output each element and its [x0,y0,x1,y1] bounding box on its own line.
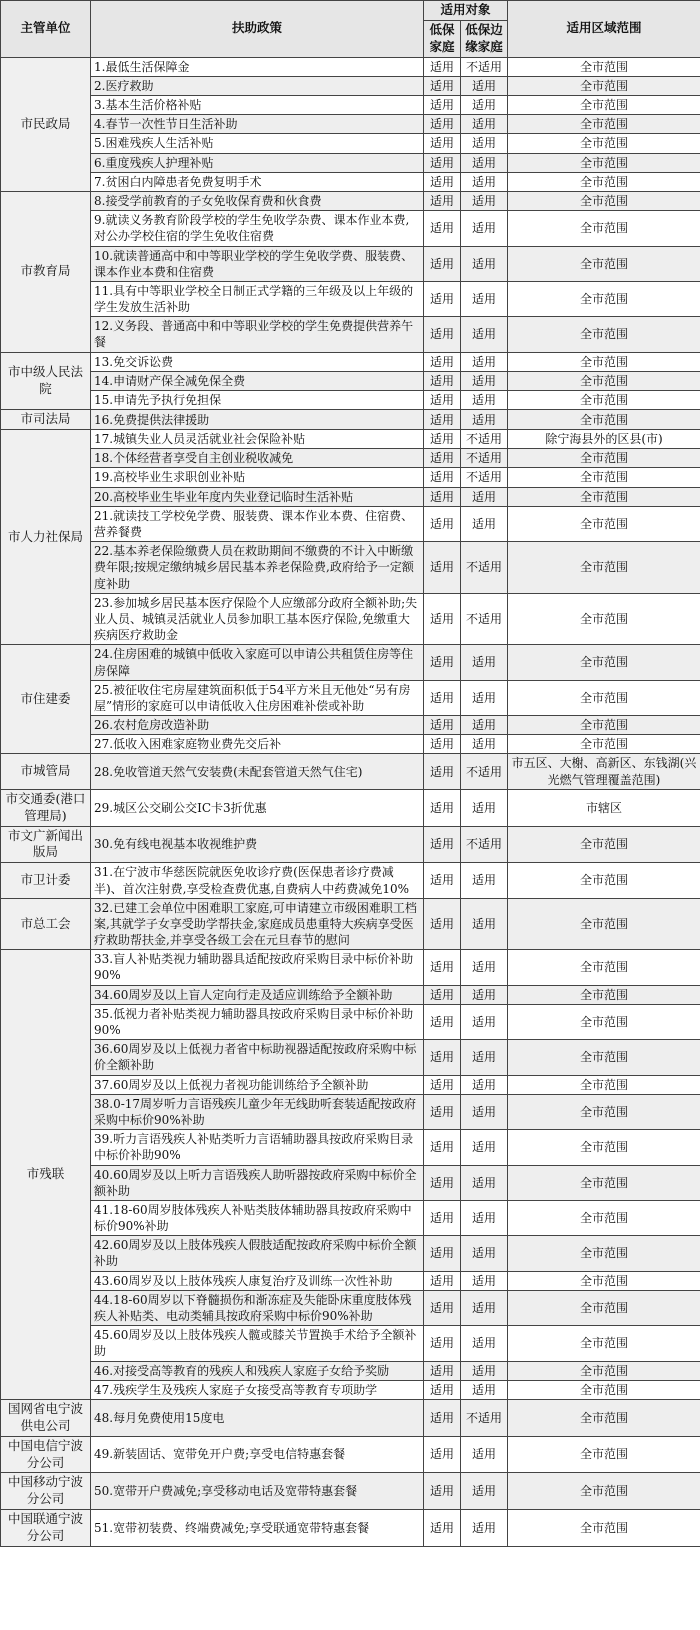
dibao-cell: 适用 [424,826,461,863]
area-cell: 全市范围 [508,1165,700,1200]
table-row [1,371,700,390]
dibaobian-cell: 适用 [461,1271,508,1290]
area-cell: 全市范围 [508,1510,700,1547]
dibaobian-cell: 适用 [461,1094,508,1129]
dibaobian-cell: 适用 [461,317,508,352]
dibao-cell: 适用 [424,246,461,281]
dibao-cell: 适用 [424,645,461,680]
dibaobian-cell: 适用 [461,211,508,246]
policy-cell: 31.在宁波市华慈医院就医免收诊疗费(医保患者诊疗费减半)、首次注射费,享受检查费优惠,自费病人中药费减免10% [91,863,424,898]
table-row [1,950,700,985]
table-row [1,134,700,153]
area-cell: 全市范围 [508,680,700,715]
table-row [1,352,700,371]
area-cell: 全市范围 [508,449,700,468]
area-cell: 全市范围 [508,352,700,371]
dibaobian-cell: 不适用 [461,430,508,449]
policy-cell: 6.重度残疾人护理补贴 [91,153,424,172]
dibao-cell: 适用 [424,391,461,410]
policy-cell: 29.城区公交刷公交IC卡3折优惠 [91,789,424,826]
policy-cell: 38.0-17周岁听力言语残疾儿童少年无线助听套装适配按政府采购中标价90%补助 [91,1094,424,1129]
table-row [1,449,700,468]
area-cell: 市五区、大榭、高新区、东钱湖(兴光燃气管理覆盖范围) [508,754,700,789]
dibaobian-cell: 适用 [461,1361,508,1380]
dibao-cell: 适用 [424,134,461,153]
area-cell: 全市范围 [508,1094,700,1129]
dibaobian-cell: 不适用 [461,826,508,863]
dibaobian-cell: 适用 [461,789,508,826]
table-row [1,468,700,487]
dibao-cell: 适用 [424,191,461,210]
area-cell: 全市范围 [508,1290,700,1325]
area-cell: 全市范围 [508,735,700,754]
area-cell: 全市范围 [508,172,700,191]
area-cell: 全市范围 [508,391,700,410]
dibaobian-cell: 适用 [461,863,508,898]
dibao-cell: 适用 [424,1094,461,1129]
org-cell: 市司法局 [1,410,91,430]
area-cell: 全市范围 [508,246,700,281]
org-cell: 市民政局 [1,57,91,191]
area-cell: 除宁海县外的区县(市) [508,430,700,449]
dibao-cell: 适用 [424,1473,461,1510]
dibao-cell: 适用 [424,950,461,985]
policy-cell: 21.就读技工学校免学费、服装费、课本作业本费、住宿费、营养餐费 [91,506,424,541]
dibao-cell: 适用 [424,1399,461,1436]
table-row [1,1473,700,1510]
table-row [1,506,700,541]
dibaobian-cell: 不适用 [461,449,508,468]
area-cell: 全市范围 [508,57,700,76]
dibao-cell: 适用 [424,716,461,735]
org-cell: 国网省电宁波供电公司 [1,1399,91,1436]
header-policy: 扶助政策 [91,1,424,58]
dibaobian-cell: 适用 [461,506,508,541]
dibao-cell: 适用 [424,1380,461,1399]
area-cell: 全市范围 [508,863,700,898]
area-cell: 全市范围 [508,487,700,506]
area-cell: 全市范围 [508,716,700,735]
dibao-cell: 适用 [424,735,461,754]
area-cell: 全市范围 [508,593,700,645]
table-row [1,191,700,210]
area-cell: 全市范围 [508,317,700,352]
policy-cell: 2.医疗救助 [91,76,424,95]
policy-cell: 39.听力言语残疾人补贴类听力言语辅助器具按政府采购目录中标价补助90% [91,1130,424,1165]
dibao-cell: 适用 [424,863,461,898]
table-row [1,317,700,352]
table-body [1,57,700,1546]
table-row [1,826,700,863]
table-row [1,172,700,191]
policy-cell: 35.低视力者补贴类视力辅助器具按政府采购目录中标价补助90% [91,1004,424,1039]
dibao-cell: 适用 [424,115,461,134]
table-row [1,863,700,898]
area-cell: 全市范围 [508,898,700,950]
policy-cell: 34.60周岁及以上盲人定向行走及适应训练给予全额补助 [91,985,424,1004]
area-cell: 全市范围 [508,410,700,430]
area-cell: 全市范围 [508,1130,700,1165]
org-cell: 市城管局 [1,754,91,789]
policy-cell: 45.60周岁及以上肢体残疾人髋或膝关节置换手术给予全额补助 [91,1326,424,1361]
area-cell: 全市范围 [508,506,700,541]
dibao-cell: 适用 [424,76,461,95]
dibaobian-cell: 适用 [461,115,508,134]
dibao-cell: 适用 [424,542,461,594]
area-cell: 全市范围 [508,1326,700,1361]
table-row [1,430,700,449]
dibaobian-cell: 适用 [461,716,508,735]
area-cell: 全市范围 [508,645,700,680]
dibao-cell: 适用 [424,1271,461,1290]
table-row [1,754,700,789]
area-cell: 全市范围 [508,76,700,95]
policy-cell: 9.就读义务教育阶段学校的学生免收学杂费、课本作业本费,对公办学校住宿的学生免收住宿费 [91,211,424,246]
policy-cell: 22.基本养老保险缴费人员在救助期间不缴费的不计入中断缴费年限;按规定缴纳城乡居民基本养老保险费,政府给予一定额度补助 [91,542,424,594]
table-row [1,96,700,115]
area-cell: 全市范围 [508,115,700,134]
policy-cell: 48.每月免费使用15度电 [91,1399,424,1436]
dibaobian-cell: 适用 [461,352,508,371]
dibaobian-cell: 适用 [461,898,508,950]
policy-cell: 47.残疾学生及残疾人家庭子女接受高等教育专项助学 [91,1380,424,1399]
policy-cell: 4.春节一次性节日生活补助 [91,115,424,134]
policy-cell: 24.住房困难的城镇中低收入家庭可以申请公共租赁住房等住房保障 [91,645,424,680]
table-row [1,1004,700,1039]
dibaobian-cell: 适用 [461,134,508,153]
area-cell: 全市范围 [508,950,700,985]
dibao-cell: 适用 [424,430,461,449]
dibao-cell: 适用 [424,153,461,172]
policy-cell: 41.18-60周岁肢体残疾人补贴类肢体辅助器具按政府采购中标价90%补助 [91,1200,424,1235]
dibao-cell: 适用 [424,1040,461,1075]
header-org: 主管单位 [1,1,91,58]
dibao-cell: 适用 [424,1165,461,1200]
policy-cell: 36.60周岁及以上低视力者省中标助视器适配按政府采购中标价全额补助 [91,1040,424,1075]
org-cell: 市住建委 [1,645,91,754]
dibao-cell: 适用 [424,1130,461,1165]
table-row [1,1075,700,1094]
area-cell: 全市范围 [508,96,700,115]
table-row [1,391,700,410]
org-cell: 中国联通宁波分公司 [1,1510,91,1547]
table-row [1,246,700,281]
table-row [1,1200,700,1235]
dibaobian-cell: 适用 [461,96,508,115]
area-cell: 全市范围 [508,134,700,153]
policy-cell: 51.宽带初装费、终端费减免;享受联通宽带特惠套餐 [91,1510,424,1547]
dibao-cell: 适用 [424,281,461,316]
dibaobian-cell: 适用 [461,391,508,410]
policy-cell: 28.免收管道天然气安装费(未配套管道天然气住宅) [91,754,424,789]
header-area: 适用区域范围 [508,1,700,58]
area-cell: 全市范围 [508,1436,700,1473]
dibaobian-cell: 适用 [461,1075,508,1094]
dibaobian-cell: 适用 [461,1326,508,1361]
table-row [1,1436,700,1473]
policy-cell: 18.个体经营者享受自主创业税收减免 [91,449,424,468]
area-cell: 全市范围 [508,191,700,210]
dibaobian-cell: 适用 [461,191,508,210]
dibao-cell: 适用 [424,57,461,76]
area-cell: 全市范围 [508,1271,700,1290]
dibao-cell: 适用 [424,1236,461,1271]
table-header [1,1,700,58]
dibao-cell: 适用 [424,211,461,246]
table-row [1,645,700,680]
policy-cell: 43.60周岁及以上肢体残疾人康复治疗及训练一次性补助 [91,1271,424,1290]
org-cell: 市人力社保局 [1,430,91,645]
policy-cell: 10.就读普通高中和中等职业学校的学生免收学费、服装费、课本作业本费和住宿费 [91,246,424,281]
table-row [1,898,700,950]
dibaobian-cell: 不适用 [461,1399,508,1436]
table-row [1,1326,700,1361]
policy-cell: 27.低收入困难家庭物业费先交后补 [91,735,424,754]
area-cell: 市辖区 [508,789,700,826]
org-cell: 市总工会 [1,898,91,950]
table-row [1,1399,700,1436]
org-cell: 中国电信宁波分公司 [1,1436,91,1473]
area-cell: 全市范围 [508,153,700,172]
table-row [1,281,700,316]
policy-cell: 14.申请财产保全减免保全费 [91,371,424,390]
org-cell: 市中级人民法院 [1,352,91,410]
dibaobian-cell: 适用 [461,1130,508,1165]
area-cell: 全市范围 [508,1200,700,1235]
dibao-cell: 适用 [424,985,461,1004]
dibao-cell: 适用 [424,506,461,541]
dibao-cell: 适用 [424,1004,461,1039]
dibao-cell: 适用 [424,593,461,645]
table-row [1,789,700,826]
dibao-cell: 适用 [424,789,461,826]
table-row [1,211,700,246]
table-row [1,735,700,754]
dibaobian-cell: 适用 [461,172,508,191]
dibao-cell: 适用 [424,449,461,468]
table-row [1,1510,700,1547]
area-cell: 全市范围 [508,1075,700,1094]
policy-cell: 8.接受学前教育的子女免收保育费和伙食费 [91,191,424,210]
area-cell: 全市范围 [508,468,700,487]
policy-cell: 40.60周岁及以上听力言语残疾人助听器按政府采购中标价全额补助 [91,1165,424,1200]
policy-cell: 5.困难残疾人生活补贴 [91,134,424,153]
policy-cell: 3.基本生活价格补贴 [91,96,424,115]
table-row [1,153,700,172]
dibao-cell: 适用 [424,1200,461,1235]
dibao-cell: 适用 [424,468,461,487]
dibao-cell: 适用 [424,1510,461,1547]
dibaobian-cell: 不适用 [461,468,508,487]
dibao-cell: 适用 [424,371,461,390]
org-cell: 中国移动宁波分公司 [1,1473,91,1510]
table-row [1,1271,700,1290]
area-cell: 全市范围 [508,1361,700,1380]
policy-cell: 17.城镇失业人员灵活就业社会保险补贴 [91,430,424,449]
area-cell: 全市范围 [508,1473,700,1510]
dibao-cell: 适用 [424,317,461,352]
dibao-cell: 适用 [424,410,461,430]
org-cell: 市卫计委 [1,863,91,898]
dibao-cell: 适用 [424,172,461,191]
policy-cell: 13.免交诉讼费 [91,352,424,371]
dibaobian-cell: 适用 [461,281,508,316]
table-row [1,1236,700,1271]
policy-cell: 25.被征收住宅房屋建筑面积低于54平方米且无他处“另有房屋”情形的家庭可以申请低收入住房困难补偿或补助 [91,680,424,715]
table-row [1,1165,700,1200]
dibaobian-cell: 适用 [461,1510,508,1547]
dibaobian-cell: 适用 [461,645,508,680]
policy-cell: 46.对接受高等教育的残疾人和残疾人家庭子女给予奖励 [91,1361,424,1380]
policy-cell: 37.60周岁及以上低视力者视功能训练给予全额补助 [91,1075,424,1094]
dibaobian-cell: 适用 [461,1200,508,1235]
table-row [1,115,700,134]
dibaobian-cell: 适用 [461,487,508,506]
policy-cell: 32.已建工会单位中困难职工家庭,可申请建立市级困难职工档案,其就学子女享受助学帮扶金,家庭成员患重特大疾病享受医疗救助帮扶金,并享受各级工会在元旦春节的慰问 [91,898,424,950]
dibao-cell: 适用 [424,898,461,950]
dibao-cell: 适用 [424,1361,461,1380]
dibaobian-cell: 适用 [461,1004,508,1039]
table-row [1,985,700,1004]
org-cell: 市残联 [1,950,91,1400]
dibaobian-cell: 适用 [461,76,508,95]
area-cell: 全市范围 [508,1004,700,1039]
header-target-group: 适用对象 [424,1,508,21]
policy-cell: 42.60周岁及以上肢体残疾人假肢适配按政府采购中标价全额补助 [91,1236,424,1271]
dibaobian-cell: 适用 [461,950,508,985]
dibao-cell: 适用 [424,754,461,789]
table-row [1,1290,700,1325]
table-row [1,410,700,430]
policy-cell: 19.高校毕业生求职创业补贴 [91,468,424,487]
dibaobian-cell: 适用 [461,985,508,1004]
dibaobian-cell: 适用 [461,1040,508,1075]
table-row [1,1380,700,1399]
dibaobian-cell: 适用 [461,735,508,754]
dibaobian-cell: 适用 [461,1473,508,1510]
policy-cell: 16.免费提供法律援助 [91,410,424,430]
dibaobian-cell: 适用 [461,153,508,172]
policy-cell: 33.盲人补贴类视力辅助器具适配按政府采购目录中标价补助90% [91,950,424,985]
policy-cell: 50.宽带开户费减免;享受移动电话及宽带特惠套餐 [91,1473,424,1510]
dibao-cell: 适用 [424,1436,461,1473]
header-dibao: 低保家庭 [424,20,461,57]
table-row [1,716,700,735]
dibaobian-cell: 适用 [461,1290,508,1325]
dibaobian-cell: 不适用 [461,542,508,594]
dibaobian-cell: 适用 [461,1236,508,1271]
dibao-cell: 适用 [424,352,461,371]
dibaobian-cell: 适用 [461,410,508,430]
dibaobian-cell: 适用 [461,1380,508,1399]
dibaobian-cell: 不适用 [461,57,508,76]
org-cell: 市交通委(港口管理局) [1,789,91,826]
header-dibaobian: 低保边缘家庭 [461,20,508,57]
policy-cell: 49.新装固话、宽带免开户费;享受电信特惠套餐 [91,1436,424,1473]
area-cell: 全市范围 [508,211,700,246]
policy-cell: 30.免有线电视基本收视维护费 [91,826,424,863]
policy-cell: 7.贫困白内障患者免费复明手术 [91,172,424,191]
dibao-cell: 适用 [424,1326,461,1361]
dibao-cell: 适用 [424,680,461,715]
area-cell: 全市范围 [508,1399,700,1436]
area-cell: 全市范围 [508,542,700,594]
policy-cell: 23.参加城乡居民基本医疗保险个人应缴部分政府全额补助;失业人员、城镇灵活就业人员参加职工基本医疗保险,免缴重大疾病医疗救助金 [91,593,424,645]
table-row [1,1040,700,1075]
area-cell: 全市范围 [508,1380,700,1399]
org-cell: 市教育局 [1,191,91,352]
area-cell: 全市范围 [508,281,700,316]
area-cell: 全市范围 [508,1236,700,1271]
area-cell: 全市范围 [508,1040,700,1075]
policy-cell: 44.18-60周岁以下脊髓损伤和渐冻症及失能卧床重度肢体残疾人补贴类、电动类辅具按政府采购中标价90%补助 [91,1290,424,1325]
policy-cell: 15.申请先予执行免担保 [91,391,424,410]
dibaobian-cell: 适用 [461,1165,508,1200]
policy-cell: 20.高校毕业生毕业年度内失业登记临时生活补贴 [91,487,424,506]
area-cell: 全市范围 [508,985,700,1004]
dibao-cell: 适用 [424,96,461,115]
dibaobian-cell: 适用 [461,246,508,281]
table-row [1,1094,700,1129]
dibaobian-cell: 适用 [461,371,508,390]
dibaobian-cell: 不适用 [461,754,508,789]
dibaobian-cell: 适用 [461,1436,508,1473]
area-cell: 全市范围 [508,826,700,863]
dibao-cell: 适用 [424,1075,461,1094]
dibaobian-cell: 适用 [461,680,508,715]
table-row [1,680,700,715]
org-cell: 市文广新闻出版局 [1,826,91,863]
area-cell: 全市范围 [508,371,700,390]
table-row [1,76,700,95]
table-row [1,57,700,76]
dibao-cell: 适用 [424,1290,461,1325]
policy-cell: 1.最低生活保障金 [91,57,424,76]
table-row [1,1361,700,1380]
policy-cell: 11.具有中等职业学校全日制正式学籍的三年级及以上年级的学生发放生活补助 [91,281,424,316]
dibao-cell: 适用 [424,487,461,506]
policy-cell: 26.农村危房改造补助 [91,716,424,735]
table-row [1,487,700,506]
table-row [1,1130,700,1165]
table-row [1,593,700,645]
policy-cell: 12.义务段、普通高中和中等职业学校的学生免费提供营养午餐 [91,317,424,352]
dibaobian-cell: 不适用 [461,593,508,645]
table-row [1,542,700,594]
